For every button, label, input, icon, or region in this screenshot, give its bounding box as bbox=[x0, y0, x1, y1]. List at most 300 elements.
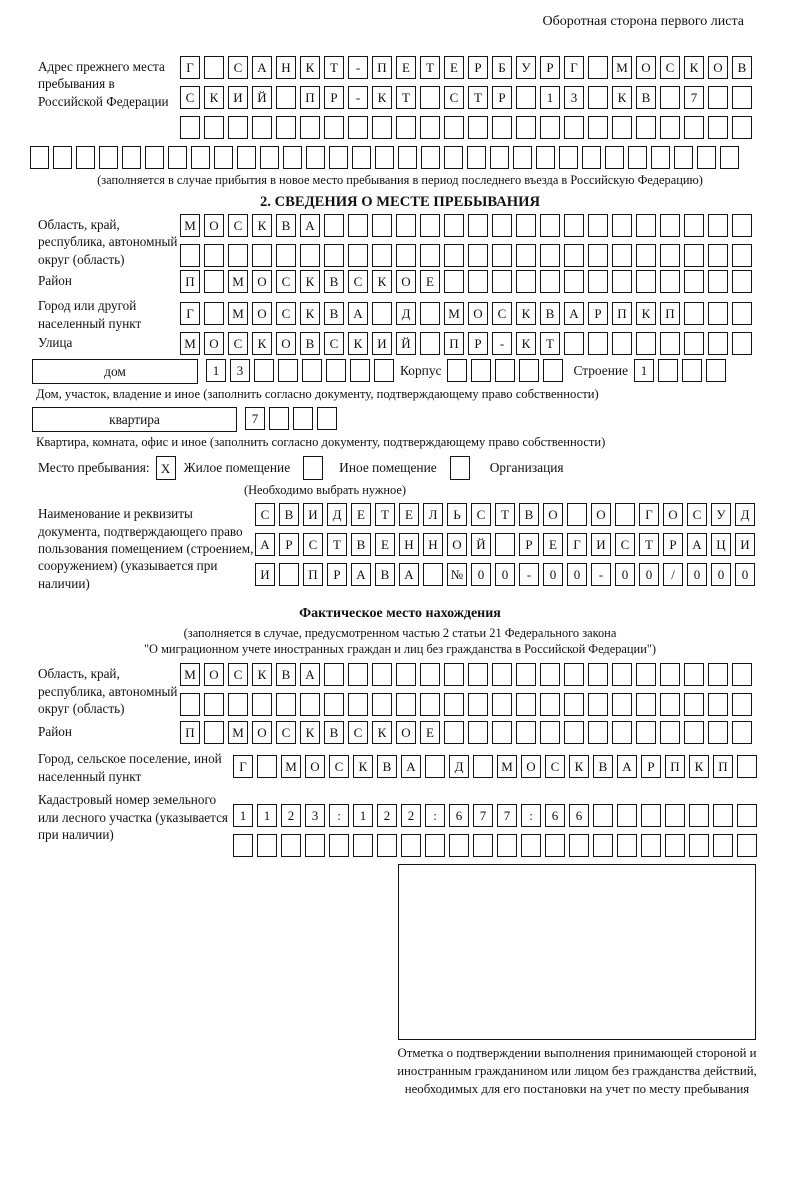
char-cell[interactable]: Е bbox=[543, 533, 563, 556]
char-cell[interactable]: В bbox=[351, 533, 371, 556]
char-cell[interactable] bbox=[732, 270, 752, 293]
char-cell[interactable]: 6 bbox=[545, 804, 565, 827]
char-cell[interactable] bbox=[276, 693, 296, 716]
char-cell[interactable]: У bbox=[516, 56, 536, 79]
char-cell[interactable]: Н bbox=[276, 56, 296, 79]
char-cell[interactable]: С bbox=[228, 332, 248, 355]
char-cell[interactable]: П bbox=[612, 302, 632, 325]
char-cell[interactable] bbox=[540, 244, 560, 267]
char-cell[interactable]: 2 bbox=[281, 804, 301, 827]
char-cell[interactable] bbox=[540, 663, 560, 686]
char-cell[interactable]: К bbox=[612, 86, 632, 109]
char-cell[interactable] bbox=[660, 721, 680, 744]
char-cell[interactable]: 1 bbox=[257, 804, 277, 827]
char-cell[interactable] bbox=[543, 359, 563, 382]
char-cell[interactable]: А bbox=[351, 563, 371, 586]
char-cell[interactable]: Н bbox=[399, 533, 419, 556]
char-cell[interactable]: 2 bbox=[377, 804, 397, 827]
char-cell[interactable] bbox=[737, 755, 757, 778]
char-cell[interactable]: О bbox=[663, 503, 683, 526]
char-cell[interactable]: 1 bbox=[634, 359, 654, 382]
char-cell[interactable] bbox=[492, 663, 512, 686]
char-cell[interactable]: В bbox=[300, 332, 320, 355]
char-cell[interactable]: О bbox=[591, 503, 611, 526]
char-cell[interactable]: М bbox=[612, 56, 632, 79]
char-cell[interactable] bbox=[615, 503, 635, 526]
char-cell[interactable] bbox=[516, 663, 536, 686]
char-cell[interactable] bbox=[352, 146, 371, 169]
char-cell[interactable] bbox=[468, 721, 488, 744]
char-cell[interactable] bbox=[257, 834, 277, 857]
char-cell[interactable] bbox=[689, 834, 709, 857]
char-cell[interactable] bbox=[444, 721, 464, 744]
char-cell[interactable]: В bbox=[540, 302, 560, 325]
char-cell[interactable]: О bbox=[204, 214, 224, 237]
char-cell[interactable]: Г bbox=[180, 56, 200, 79]
char-cell[interactable]: 3 bbox=[230, 359, 250, 382]
char-cell[interactable] bbox=[519, 359, 539, 382]
char-cell[interactable] bbox=[708, 721, 728, 744]
char-cell[interactable]: С bbox=[180, 86, 200, 109]
char-cell[interactable] bbox=[421, 146, 440, 169]
char-cell[interactable]: С bbox=[444, 86, 464, 109]
char-cell[interactable] bbox=[588, 56, 608, 79]
char-cell[interactable] bbox=[420, 332, 440, 355]
char-cell[interactable]: В bbox=[279, 503, 299, 526]
char-cell[interactable]: К bbox=[516, 302, 536, 325]
char-cell[interactable] bbox=[708, 663, 728, 686]
char-cell[interactable] bbox=[300, 244, 320, 267]
char-cell[interactable] bbox=[516, 270, 536, 293]
char-cell[interactable]: Д bbox=[396, 302, 416, 325]
char-cell[interactable]: К bbox=[372, 721, 392, 744]
char-cell[interactable] bbox=[444, 693, 464, 716]
char-cell[interactable]: И bbox=[735, 533, 755, 556]
char-cell[interactable] bbox=[540, 214, 560, 237]
char-cell[interactable]: 0 bbox=[567, 563, 587, 586]
char-cell[interactable]: К bbox=[300, 302, 320, 325]
char-cell[interactable] bbox=[660, 86, 680, 109]
char-cell[interactable] bbox=[521, 834, 541, 857]
char-cell[interactable] bbox=[492, 693, 512, 716]
char-cell[interactable]: В bbox=[636, 86, 656, 109]
char-cell[interactable]: 7 bbox=[473, 804, 493, 827]
char-cell[interactable] bbox=[708, 693, 728, 716]
char-cell[interactable] bbox=[168, 146, 187, 169]
char-cell[interactable] bbox=[398, 146, 417, 169]
char-cell[interactable] bbox=[706, 359, 726, 382]
char-cell[interactable]: 0 bbox=[615, 563, 635, 586]
char-cell[interactable]: С bbox=[615, 533, 635, 556]
char-cell[interactable]: А bbox=[687, 533, 707, 556]
char-cell[interactable]: С bbox=[228, 214, 248, 237]
char-cell[interactable] bbox=[468, 214, 488, 237]
char-cell[interactable] bbox=[180, 693, 200, 716]
char-cell[interactable]: Д bbox=[327, 503, 347, 526]
char-cell[interactable]: 0 bbox=[495, 563, 515, 586]
char-cell[interactable]: Й bbox=[471, 533, 491, 556]
char-cell[interactable] bbox=[564, 721, 584, 744]
char-cell[interactable]: 0 bbox=[543, 563, 563, 586]
char-cell[interactable]: И bbox=[255, 563, 275, 586]
char-cell[interactable] bbox=[329, 834, 349, 857]
char-cell[interactable]: Е bbox=[420, 721, 440, 744]
char-cell[interactable]: Т bbox=[495, 503, 515, 526]
char-cell[interactable]: П bbox=[660, 302, 680, 325]
char-cell[interactable] bbox=[257, 755, 277, 778]
char-cell[interactable]: Й bbox=[252, 86, 272, 109]
char-cell[interactable] bbox=[99, 146, 118, 169]
char-cell[interactable]: С bbox=[255, 503, 275, 526]
char-cell[interactable]: Р bbox=[663, 533, 683, 556]
char-cell[interactable]: И bbox=[303, 503, 323, 526]
char-cell[interactable]: О bbox=[305, 755, 325, 778]
char-cell[interactable] bbox=[516, 721, 536, 744]
char-cell[interactable] bbox=[401, 834, 421, 857]
char-cell[interactable] bbox=[449, 834, 469, 857]
char-cell[interactable]: Р bbox=[327, 563, 347, 586]
char-cell[interactable] bbox=[467, 146, 486, 169]
char-cell[interactable] bbox=[588, 270, 608, 293]
char-cell[interactable]: - bbox=[519, 563, 539, 586]
char-cell[interactable] bbox=[588, 721, 608, 744]
char-cell[interactable]: К bbox=[372, 270, 392, 293]
char-cell[interactable]: О bbox=[252, 270, 272, 293]
char-cell[interactable]: А bbox=[252, 56, 272, 79]
char-cell[interactable] bbox=[302, 359, 322, 382]
char-cell[interactable] bbox=[660, 270, 680, 293]
char-cell[interactable]: 1 bbox=[540, 86, 560, 109]
char-cell[interactable]: К bbox=[204, 86, 224, 109]
char-cell[interactable]: К bbox=[372, 86, 392, 109]
char-cell[interactable]: П bbox=[372, 56, 392, 79]
char-cell[interactable]: К bbox=[252, 332, 272, 355]
char-cell[interactable]: - bbox=[591, 563, 611, 586]
char-cell[interactable]: К bbox=[252, 663, 272, 686]
char-cell[interactable] bbox=[636, 116, 656, 139]
char-cell[interactable]: 0 bbox=[711, 563, 731, 586]
char-cell[interactable]: 0 bbox=[735, 563, 755, 586]
char-cell[interactable]: Т bbox=[396, 86, 416, 109]
char-cell[interactable] bbox=[191, 146, 210, 169]
checkbox-other-premises[interactable] bbox=[303, 456, 323, 480]
char-cell[interactable] bbox=[423, 563, 443, 586]
checkbox-organization[interactable] bbox=[450, 456, 470, 480]
char-cell[interactable]: В bbox=[375, 563, 395, 586]
char-cell[interactable] bbox=[684, 332, 704, 355]
char-cell[interactable]: 3 bbox=[305, 804, 325, 827]
char-cell[interactable] bbox=[612, 721, 632, 744]
char-cell[interactable] bbox=[684, 302, 704, 325]
char-cell[interactable]: Е bbox=[375, 533, 395, 556]
char-cell[interactable] bbox=[516, 116, 536, 139]
char-cell[interactable] bbox=[660, 214, 680, 237]
char-cell[interactable] bbox=[697, 146, 716, 169]
char-cell[interactable]: Р bbox=[519, 533, 539, 556]
char-cell[interactable] bbox=[237, 146, 256, 169]
char-cell[interactable] bbox=[708, 244, 728, 267]
char-cell[interactable] bbox=[468, 116, 488, 139]
char-cell[interactable]: Г bbox=[567, 533, 587, 556]
char-cell[interactable]: О bbox=[636, 56, 656, 79]
char-cell[interactable] bbox=[513, 146, 532, 169]
char-cell[interactable]: С bbox=[303, 533, 323, 556]
char-cell[interactable] bbox=[444, 663, 464, 686]
char-cell[interactable] bbox=[468, 663, 488, 686]
char-cell[interactable]: А bbox=[300, 214, 320, 237]
char-cell[interactable] bbox=[204, 302, 224, 325]
char-cell[interactable] bbox=[348, 214, 368, 237]
char-cell[interactable] bbox=[636, 721, 656, 744]
char-cell[interactable] bbox=[420, 244, 440, 267]
char-cell[interactable]: Г bbox=[233, 755, 253, 778]
char-cell[interactable] bbox=[348, 244, 368, 267]
char-cell[interactable]: К bbox=[348, 332, 368, 355]
char-cell[interactable]: О bbox=[468, 302, 488, 325]
char-cell[interactable]: Р bbox=[468, 56, 488, 79]
char-cell[interactable] bbox=[636, 214, 656, 237]
char-cell[interactable] bbox=[612, 270, 632, 293]
char-cell[interactable]: К bbox=[689, 755, 709, 778]
char-cell[interactable]: С bbox=[348, 270, 368, 293]
char-cell[interactable]: Ь bbox=[447, 503, 467, 526]
char-cell[interactable] bbox=[660, 332, 680, 355]
char-cell[interactable] bbox=[665, 834, 685, 857]
char-cell[interactable]: Б bbox=[492, 56, 512, 79]
char-cell[interactable]: С bbox=[471, 503, 491, 526]
char-cell[interactable]: 0 bbox=[639, 563, 659, 586]
char-cell[interactable] bbox=[564, 270, 584, 293]
char-cell[interactable]: 0 bbox=[687, 563, 707, 586]
char-cell[interactable] bbox=[145, 146, 164, 169]
char-cell[interactable] bbox=[651, 146, 670, 169]
char-cell[interactable] bbox=[204, 244, 224, 267]
char-cell[interactable] bbox=[372, 663, 392, 686]
char-cell[interactable] bbox=[283, 146, 302, 169]
char-cell[interactable] bbox=[588, 332, 608, 355]
char-cell[interactable] bbox=[617, 834, 637, 857]
char-cell[interactable] bbox=[732, 86, 752, 109]
char-cell[interactable]: О bbox=[396, 721, 416, 744]
char-cell[interactable] bbox=[473, 834, 493, 857]
char-cell[interactable] bbox=[306, 146, 325, 169]
char-cell[interactable]: К bbox=[300, 56, 320, 79]
char-cell[interactable]: О bbox=[204, 332, 224, 355]
char-cell[interactable]: И bbox=[228, 86, 248, 109]
char-cell[interactable]: С bbox=[545, 755, 565, 778]
char-cell[interactable] bbox=[684, 663, 704, 686]
char-cell[interactable] bbox=[559, 146, 578, 169]
char-cell[interactable] bbox=[516, 244, 536, 267]
char-cell[interactable]: Т bbox=[327, 533, 347, 556]
char-cell[interactable] bbox=[540, 693, 560, 716]
char-cell[interactable]: Т bbox=[540, 332, 560, 355]
char-cell[interactable]: П bbox=[300, 86, 320, 109]
char-cell[interactable] bbox=[660, 244, 680, 267]
char-cell[interactable] bbox=[281, 834, 301, 857]
char-cell[interactable] bbox=[732, 693, 752, 716]
char-cell[interactable] bbox=[497, 834, 517, 857]
char-cell[interactable]: : bbox=[329, 804, 349, 827]
char-cell[interactable] bbox=[260, 146, 279, 169]
char-cell[interactable]: Е bbox=[351, 503, 371, 526]
char-cell[interactable]: 3 bbox=[564, 86, 584, 109]
char-cell[interactable] bbox=[689, 804, 709, 827]
char-cell[interactable]: М bbox=[228, 270, 248, 293]
char-cell[interactable] bbox=[492, 244, 512, 267]
char-cell[interactable] bbox=[276, 86, 296, 109]
char-cell[interactable]: Т bbox=[468, 86, 488, 109]
char-cell[interactable] bbox=[444, 146, 463, 169]
char-cell[interactable] bbox=[324, 663, 344, 686]
char-cell[interactable]: С bbox=[329, 755, 349, 778]
char-cell[interactable] bbox=[612, 663, 632, 686]
char-cell[interactable] bbox=[636, 663, 656, 686]
char-cell[interactable]: О bbox=[252, 302, 272, 325]
char-cell[interactable] bbox=[569, 834, 589, 857]
char-cell[interactable] bbox=[468, 270, 488, 293]
char-cell[interactable] bbox=[420, 693, 440, 716]
char-cell[interactable] bbox=[293, 407, 313, 430]
char-cell[interactable] bbox=[444, 214, 464, 237]
char-cell[interactable] bbox=[540, 270, 560, 293]
char-cell[interactable]: Р bbox=[468, 332, 488, 355]
char-cell[interactable] bbox=[684, 244, 704, 267]
char-cell[interactable] bbox=[605, 146, 624, 169]
char-cell[interactable] bbox=[300, 116, 320, 139]
char-cell[interactable]: М bbox=[444, 302, 464, 325]
char-cell[interactable] bbox=[180, 244, 200, 267]
char-cell[interactable] bbox=[674, 146, 693, 169]
char-cell[interactable]: М bbox=[228, 302, 248, 325]
char-cell[interactable] bbox=[628, 146, 647, 169]
char-cell[interactable] bbox=[492, 270, 512, 293]
char-cell[interactable] bbox=[708, 86, 728, 109]
char-cell[interactable]: С bbox=[348, 721, 368, 744]
char-cell[interactable]: О bbox=[708, 56, 728, 79]
char-cell[interactable] bbox=[396, 244, 416, 267]
char-cell[interactable]: Т bbox=[324, 56, 344, 79]
char-cell[interactable]: О bbox=[204, 663, 224, 686]
char-cell[interactable] bbox=[372, 302, 392, 325]
char-cell[interactable]: К bbox=[516, 332, 536, 355]
char-cell[interactable] bbox=[593, 804, 613, 827]
char-cell[interactable] bbox=[588, 663, 608, 686]
char-cell[interactable] bbox=[564, 214, 584, 237]
char-cell[interactable]: А bbox=[255, 533, 275, 556]
char-cell[interactable]: С bbox=[324, 332, 344, 355]
char-cell[interactable] bbox=[564, 244, 584, 267]
char-cell[interactable] bbox=[324, 116, 344, 139]
checkbox-residential[interactable]: X bbox=[156, 456, 176, 480]
char-cell[interactable] bbox=[420, 86, 440, 109]
char-cell[interactable]: С bbox=[276, 721, 296, 744]
char-cell[interactable]: П bbox=[665, 755, 685, 778]
char-cell[interactable] bbox=[540, 721, 560, 744]
char-cell[interactable] bbox=[252, 244, 272, 267]
char-cell[interactable]: 2 bbox=[401, 804, 421, 827]
char-cell[interactable]: П bbox=[303, 563, 323, 586]
char-cell[interactable] bbox=[564, 663, 584, 686]
char-cell[interactable] bbox=[588, 693, 608, 716]
char-cell[interactable] bbox=[536, 146, 555, 169]
char-cell[interactable] bbox=[588, 214, 608, 237]
char-cell[interactable] bbox=[420, 214, 440, 237]
char-cell[interactable] bbox=[684, 270, 704, 293]
char-cell[interactable]: И bbox=[372, 332, 392, 355]
char-cell[interactable]: А bbox=[401, 755, 421, 778]
char-cell[interactable] bbox=[396, 693, 416, 716]
char-cell[interactable]: 6 bbox=[449, 804, 469, 827]
char-cell[interactable] bbox=[348, 693, 368, 716]
char-cell[interactable] bbox=[276, 116, 296, 139]
char-cell[interactable]: Д bbox=[449, 755, 469, 778]
char-cell[interactable] bbox=[372, 244, 392, 267]
char-cell[interactable] bbox=[612, 214, 632, 237]
char-cell[interactable] bbox=[641, 834, 661, 857]
char-cell[interactable] bbox=[636, 270, 656, 293]
char-cell[interactable]: В bbox=[593, 755, 613, 778]
char-cell[interactable] bbox=[658, 359, 678, 382]
char-cell[interactable]: Е bbox=[399, 503, 419, 526]
char-cell[interactable] bbox=[396, 663, 416, 686]
char-cell[interactable] bbox=[372, 214, 392, 237]
char-cell[interactable]: В bbox=[732, 56, 752, 79]
char-cell[interactable]: Г bbox=[639, 503, 659, 526]
char-cell[interactable]: С bbox=[687, 503, 707, 526]
char-cell[interactable] bbox=[636, 244, 656, 267]
char-cell[interactable] bbox=[684, 693, 704, 716]
char-cell[interactable] bbox=[708, 332, 728, 355]
char-cell[interactable] bbox=[375, 146, 394, 169]
char-cell[interactable]: Е bbox=[444, 56, 464, 79]
char-cell[interactable] bbox=[708, 116, 728, 139]
char-cell[interactable]: Ц bbox=[711, 533, 731, 556]
char-cell[interactable]: Р bbox=[279, 533, 299, 556]
char-cell[interactable] bbox=[492, 721, 512, 744]
char-cell[interactable]: К bbox=[636, 302, 656, 325]
char-cell[interactable] bbox=[732, 214, 752, 237]
char-cell[interactable]: П bbox=[180, 270, 200, 293]
char-cell[interactable]: С bbox=[660, 56, 680, 79]
char-cell[interactable]: Р bbox=[492, 86, 512, 109]
char-cell[interactable] bbox=[324, 693, 344, 716]
char-cell[interactable] bbox=[468, 244, 488, 267]
char-cell[interactable]: О bbox=[543, 503, 563, 526]
char-cell[interactable] bbox=[641, 804, 661, 827]
char-cell[interactable]: И bbox=[591, 533, 611, 556]
char-cell[interactable]: В bbox=[276, 663, 296, 686]
char-cell[interactable] bbox=[329, 146, 348, 169]
char-cell[interactable]: Е bbox=[396, 56, 416, 79]
char-cell[interactable]: К bbox=[300, 270, 320, 293]
char-cell[interactable]: А bbox=[564, 302, 584, 325]
char-cell[interactable]: М bbox=[180, 332, 200, 355]
char-cell[interactable] bbox=[732, 302, 752, 325]
char-cell[interactable] bbox=[516, 86, 536, 109]
char-cell[interactable] bbox=[732, 244, 752, 267]
char-cell[interactable] bbox=[30, 146, 49, 169]
char-cell[interactable] bbox=[564, 332, 584, 355]
char-cell[interactable] bbox=[420, 116, 440, 139]
char-cell[interactable] bbox=[682, 359, 702, 382]
char-cell[interactable] bbox=[713, 804, 733, 827]
char-cell[interactable] bbox=[540, 116, 560, 139]
char-cell[interactable] bbox=[660, 116, 680, 139]
char-cell[interactable]: Г bbox=[564, 56, 584, 79]
char-cell[interactable] bbox=[490, 146, 509, 169]
char-cell[interactable]: К bbox=[300, 721, 320, 744]
